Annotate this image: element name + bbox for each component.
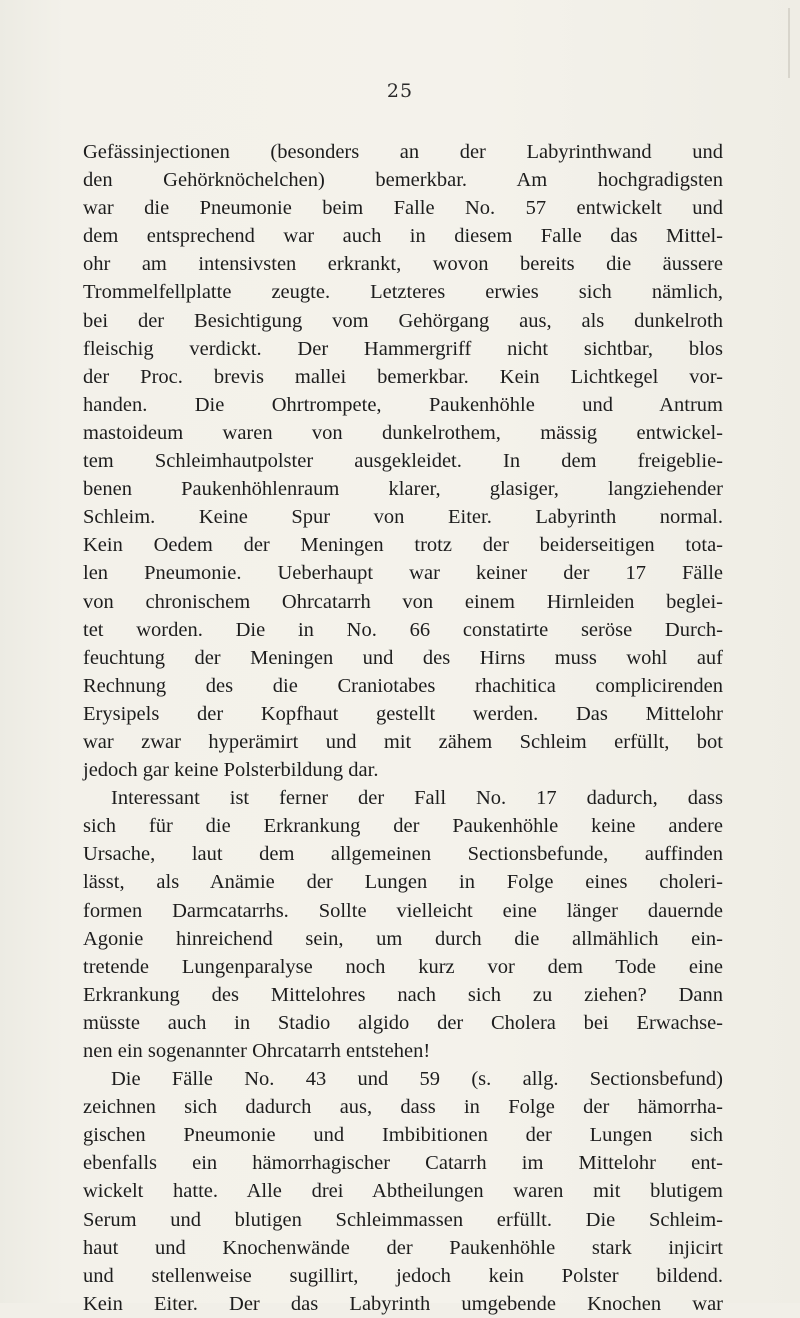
text-line: Rechnung des die Craniotabes rhachitica complicirenden bbox=[83, 674, 723, 697]
text-line: nen ein sogenannter Ohrcatarrh entstehen! bbox=[83, 1040, 431, 1062]
text-line: der Proc. brevis mallei bemerkbar. Kein Lichtkegel vor- bbox=[83, 365, 723, 388]
text-line: den Gehörknöchelchen) bemerkbar. Am hochgradigsten bbox=[83, 169, 723, 192]
text-line: sich für die Erkrankung der Paukenhöhle keine andere bbox=[83, 815, 723, 838]
text-line: Agonie hinreichend sein, um durch die allmählich ein- bbox=[83, 927, 723, 950]
text-line: benen Paukenhöhlenraum klarer, glasiger, langziehender bbox=[83, 478, 723, 501]
text-line: dem entsprechend war auch in diesem Falle das Mittel- bbox=[83, 225, 723, 248]
page-edge-mark bbox=[788, 8, 790, 78]
text-line: wickelt hatte. Alle drei Abtheilungen waren mit blutigem bbox=[83, 1180, 723, 1203]
text-line: bei der Besichtigung vom Gehörgang aus, als dunkelroth bbox=[83, 309, 723, 332]
text-line: zeichnen sich dadurch aus, dass in Folge der hämorrha- bbox=[83, 1096, 723, 1119]
text-line: Erysipels der Kopfhaut gestellt werden. Das Mittelohr bbox=[83, 702, 723, 725]
text-line: Schleim. Keine Spur von Eiter. Labyrinth normal. bbox=[83, 506, 723, 529]
text-line: Erkrankung des Mittelohres nach sich zu ziehen? Dann bbox=[83, 983, 723, 1006]
text-line: jedoch gar keine Polsterbildung dar. bbox=[83, 759, 379, 782]
text-line: handen. Die Ohrtrompete, Paukenhöhle und Antrum bbox=[83, 393, 723, 416]
text-line: war die Pneumonie beim Falle No. 57 entwickelt und bbox=[83, 197, 723, 220]
text-line: Kein Eiter. Der das Labyrinth umgebende Knochen war bbox=[83, 1292, 723, 1315]
text-line: und stellenweise sugillirt, jedoch kein Polster bildend. bbox=[83, 1264, 723, 1287]
text-line: len Pneumonie. Ueberhaupt war keiner der 17 Fälle bbox=[83, 562, 723, 585]
text-line: Serum und blutigen Schleimmassen erfüllt. Die Schleim- bbox=[83, 1208, 723, 1231]
text-line: müsste auch in Stadio algido der Cholera bei Erwachse- bbox=[83, 1011, 723, 1034]
text-line: lässt, als Anämie der Lungen in Folge eines choleri- bbox=[83, 871, 723, 894]
text-line: gischen Pneumonie und Imbibitionen der Lungen sich bbox=[83, 1124, 723, 1147]
text-line: Trommelfellplatte zeugte. Letzteres erwies sich nämlich, bbox=[83, 281, 723, 304]
paragraph-start-line: Die Fälle No. 43 und 59 (s. allg. Sectionsbefund) bbox=[111, 1068, 723, 1091]
text-line: tretende Lungenparalyse noch kurz vor dem Tode eine bbox=[83, 955, 723, 978]
page-number: 25 bbox=[386, 80, 414, 102]
text-line: von chronischem Ohrcatarrh von einem Hirnleiden beglei- bbox=[83, 590, 723, 613]
text-line: tet worden. Die in No. 66 constatirte seröse Durch- bbox=[83, 618, 723, 641]
text-line: Ursache, laut dem allgemeinen Sectionsbefunde, auffinden bbox=[83, 843, 723, 866]
text-line: war zwar hyperämirt und mit zähem Schleim erfüllt, bot bbox=[83, 730, 723, 753]
text-line: ohr am intensivsten erkrankt, wovon bereits die äussere bbox=[83, 253, 723, 276]
text-line: tem Schleimhautpolster ausgekleidet. In dem freigeblie- bbox=[83, 450, 723, 473]
text-line: feuchtung der Meningen und des Hirns muss wohl auf bbox=[83, 646, 723, 669]
text-line: formen Darmcatarrhs. Sollte vielleicht eine länger dauernde bbox=[83, 899, 723, 922]
text-line: Gefässinjectionen (besonders an der Labyrinthwand und bbox=[83, 141, 723, 163]
paragraph-start-line: Interessant ist ferner der Fall No. 17 dadurch, dass bbox=[111, 787, 723, 810]
text-line: ebenfalls ein hämorrhagischer Catarrh im Mittelohr ent- bbox=[83, 1152, 723, 1175]
text-line: fleischig verdickt. Der Hammergriff nicht sichtbar, blos bbox=[83, 337, 723, 360]
text-line: mastoideum waren von dunkelrothem, mässig entwickel- bbox=[83, 421, 723, 444]
text-line: Kein Oedem der Meningen trotz der beiderseitigen tota- bbox=[83, 534, 723, 557]
body-text bbox=[83, 138, 723, 1318]
text-line: haut und Knochenwände der Paukenhöhle stark injicirt bbox=[83, 1236, 723, 1259]
